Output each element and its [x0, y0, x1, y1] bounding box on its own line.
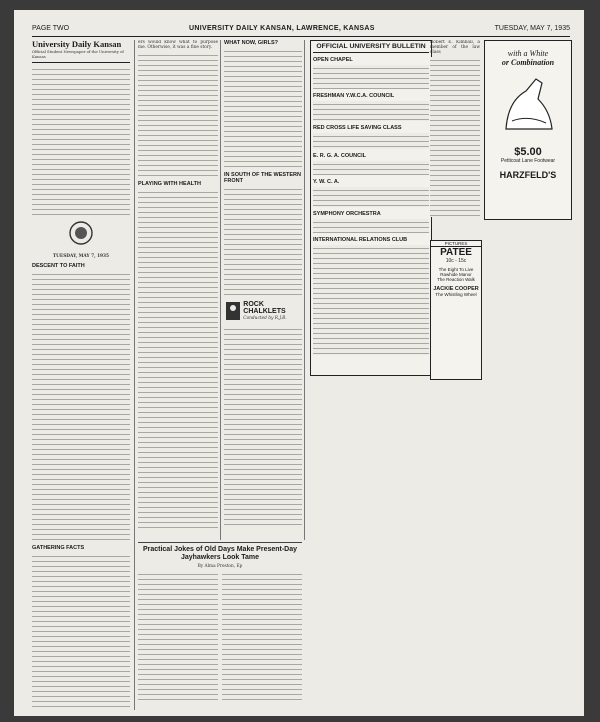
patee-price: 10c - 15c	[445, 258, 467, 264]
bulletin-heading: Y. W. C. A.	[313, 179, 340, 185]
patee-film-3: The Reaction Walk	[437, 277, 475, 282]
masthead-title: University Daily Kansan	[32, 40, 122, 49]
ad-brand: Petticoat Lane Footwear	[500, 158, 556, 164]
patee-ad	[430, 240, 482, 380]
bulletin-heading: SYMPHONY ORCHESTRA	[313, 211, 381, 217]
column-3-heading-2: IN SOUTH OF THE WESTERN FRONT	[224, 172, 301, 184]
patee-star: JACKIE COOPER	[433, 286, 479, 292]
story-headline: Practical Jokes of Old Days Make Present-Day Jayhawkers Look Tame	[142, 546, 298, 561]
chalklets-title: ROCK CHALKLETS	[243, 300, 286, 316]
story-byline: By Alma Preston, Ep	[197, 564, 243, 569]
bulletin-heading: RED CROSS LIFE SAVING CLASS	[313, 125, 402, 131]
header-rule	[32, 36, 570, 37]
editorial-heading-1: DESCENT TO FAITH	[32, 263, 85, 270]
page-header	[32, 22, 570, 34]
seal	[32, 220, 130, 250]
bulletin-item	[313, 65, 429, 89]
page-date: TUESDAY, MAY 7, 1935	[494, 24, 570, 32]
patee-film-4: The Whistling Wheel	[435, 292, 477, 297]
bulletin-item	[313, 101, 429, 121]
paper-title-line: UNIVERSITY DAILY KANSAN, LAWRENCE, KANSAS	[189, 24, 375, 32]
patee-name: PATEE	[440, 247, 472, 258]
patee-label: PICTURES	[431, 241, 481, 247]
bulletin-item	[313, 219, 429, 233]
page-number: PAGE TWO	[32, 24, 70, 32]
column-3-heading-1: WHAT NOW, GIRLS?	[224, 40, 278, 46]
column-3-body-1	[224, 48, 302, 168]
chalklets-box	[224, 300, 302, 322]
newspaper-page	[14, 10, 584, 716]
bulletin-heading: OPEN CHAPEL	[313, 57, 353, 63]
bulletin-item	[313, 161, 429, 175]
patee-film-1: The Eight To Live	[438, 267, 474, 272]
column-2-body-1	[138, 52, 218, 177]
harzfeld-ad	[484, 40, 572, 220]
editorial-body-1	[32, 271, 130, 541]
masthead-subtitle: Official Student Newspaper of the University of Kansas	[32, 49, 124, 60]
column-divider	[134, 40, 135, 710]
bulletin-item	[313, 245, 429, 355]
chalklets-body	[224, 326, 302, 526]
masthead	[32, 40, 130, 63]
rock-chalk-figure-icon	[224, 300, 240, 322]
news-lead: Robert E. Kimball, a member of the law class	[430, 40, 480, 56]
column-3-body-2	[224, 186, 302, 296]
bulletin-item	[313, 133, 429, 149]
column-2	[138, 40, 218, 540]
shoe-illustration-icon	[498, 71, 558, 141]
news-body	[430, 57, 480, 217]
official-bulletin	[310, 40, 432, 376]
practical-jokes-story	[138, 542, 302, 709]
column-news	[430, 40, 480, 218]
column-divider	[220, 40, 221, 540]
story-column-1	[138, 571, 218, 701]
bulletin-heading: FRESHMAN Y.W.C.A. COUNCIL	[313, 93, 395, 99]
column-divider	[304, 40, 305, 540]
ad-price: $5.00	[514, 146, 542, 158]
bulletin-item	[313, 187, 429, 207]
issue-date: TUESDAY, MAY 7, 1935	[52, 254, 110, 260]
ad-store: HARZFELD'S	[499, 170, 557, 180]
column-2-body-2	[138, 189, 218, 529]
column-2-intro: ers would know what to purpose me. Otherwise, it was a fine story.	[138, 40, 218, 51]
editorial-body-2	[32, 553, 130, 708]
bulletin-title: OFFICIAL UNIVERSITY BULLETIN	[313, 43, 429, 53]
staff-listing	[32, 66, 130, 216]
ad-line-2: or Combination	[501, 58, 555, 67]
editorial-heading-2: GATHERING FACTS	[32, 545, 85, 552]
column-editorial	[32, 40, 130, 708]
column-3	[224, 40, 302, 540]
bulletin-heading: E. R. G. A. COUNCIL	[313, 153, 366, 159]
chalklets-byline: Conducted by R.J.B.	[243, 315, 287, 321]
bulletin-heading: INTERNATIONAL RELATIONS CLUB	[313, 237, 408, 243]
ad-line-1: with a White	[507, 49, 549, 58]
story-column-2	[222, 571, 302, 701]
patee-film-2: Rawhide Manor	[440, 272, 472, 277]
newspaper-seal-icon	[68, 220, 94, 246]
column-2-heading: PLAYING WITH HEALTH	[138, 181, 201, 188]
